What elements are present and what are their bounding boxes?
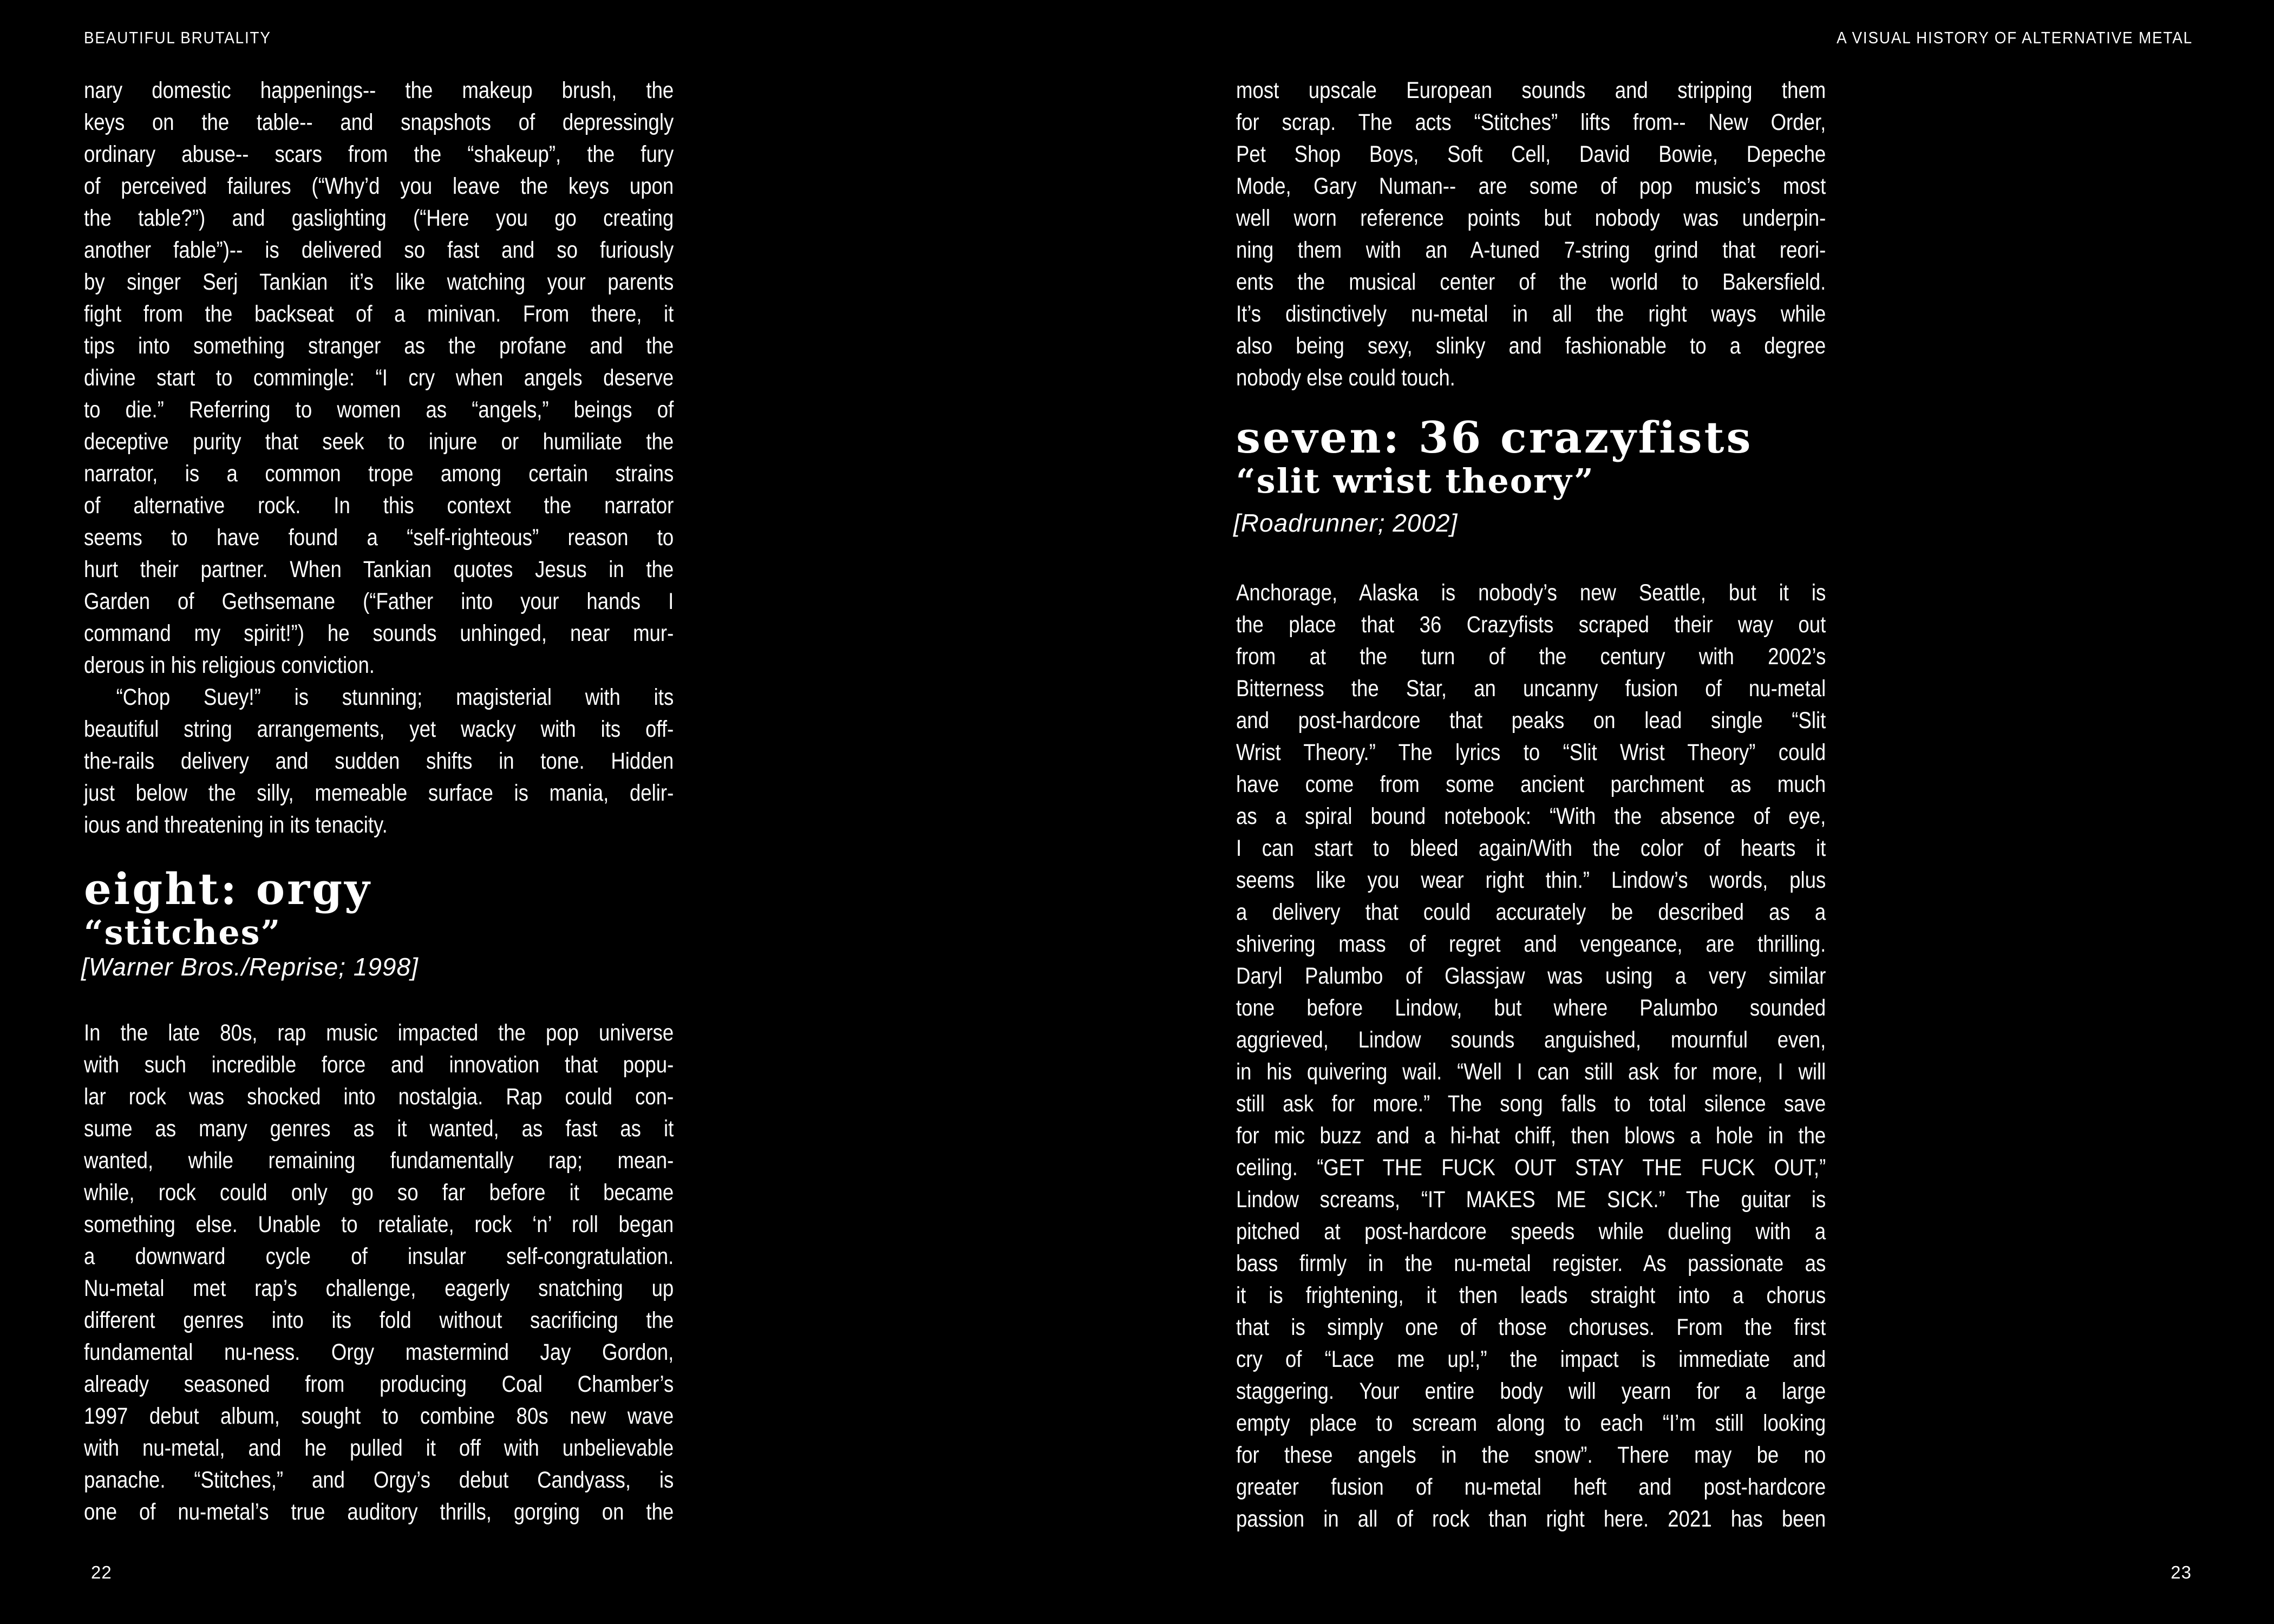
body-line: as a spiral bound notebook: “With the absence of eye, bbox=[1236, 803, 1826, 829]
body-line: aggrieved, Lindow sounds anguished, mournful even, bbox=[1236, 1027, 1826, 1053]
body-line: by singer Serj Tankian it’s like watching your parents bbox=[84, 269, 674, 295]
body-line: tips into something stranger as the profane and the bbox=[84, 333, 674, 359]
body-line: keys on the table-- and snapshots of depressingly bbox=[84, 109, 674, 135]
body-line: divine start to commingle: “I cry when angels deserve bbox=[84, 365, 674, 391]
body-line: ents the musical center of the world to Bakersfield. bbox=[1236, 269, 1826, 295]
body-line: Bitterness the Star, an uncanny fusion of nu-metal bbox=[1236, 676, 1826, 702]
page-number-right: 23 bbox=[2171, 1562, 2192, 1582]
body-line: 1997 debut album, sought to combine 80s new wave bbox=[84, 1403, 674, 1429]
body-line: nobody else could touch. bbox=[1236, 365, 1455, 391]
body-line: one of nu-metal’s true auditory thrills, gorging on the bbox=[84, 1499, 674, 1525]
body-line: to die.” Referring to women as “angels,” beings of bbox=[84, 397, 674, 423]
body-line: wanted, while remaining fundamentally rap; mean- bbox=[84, 1148, 674, 1174]
body-line: of alternative rock. In this context the narrator bbox=[84, 493, 674, 519]
body-line: another fable”)-- is delivered so fast and so furiously bbox=[84, 237, 674, 263]
body-line: with such incredible force and innovation that popu- bbox=[84, 1052, 674, 1078]
section-subtitle-stitches: “stitches” bbox=[84, 913, 282, 952]
body-line: narrator, is a common trope among certain strains bbox=[84, 461, 674, 487]
body-line: fundamental nu-ness. Orgy mastermind Jay Gordon, bbox=[84, 1339, 674, 1365]
left-column-lower-text bbox=[84, 1017, 674, 1528]
body-line: command my spirit!”) he sounds unhinged, near mur- bbox=[84, 620, 674, 646]
body-line: panache. “Stitches,” and Orgy’s debut Candyass, is bbox=[84, 1467, 674, 1493]
body-line: for mic buzz and a hi-hat chiff, then blows a hole in the bbox=[1236, 1123, 1826, 1149]
body-line: seems to have found a “self-righteous” reason to bbox=[84, 525, 674, 551]
section-release-label: [Warner Bros./Reprise; 1998] bbox=[81, 953, 419, 981]
body-line: it is frightening, it then leads straight into a chorus bbox=[1236, 1282, 1826, 1308]
body-line: hurt their partner. When Tankian quotes Jesus in the bbox=[84, 556, 674, 582]
body-line: with nu-metal, and he pulled it off with unbelievable bbox=[84, 1435, 674, 1461]
body-line: empty place to scream along to each “I’m still looking bbox=[1236, 1410, 1826, 1436]
body-line: have come from some ancient parchment as much bbox=[1236, 771, 1826, 797]
section-subtitle-slit-wrist-theory: “slit wrist theory” bbox=[1236, 461, 1595, 501]
body-line: the place that 36 Crazyfists scraped their way out bbox=[1236, 612, 1826, 638]
body-line: seems like you wear right thin.” Lindow’s words, plus bbox=[1236, 867, 1826, 893]
body-line: beautiful string arrangements, yet wacky with its off- bbox=[84, 716, 674, 742]
body-line: already seasoned from producing Coal Chamber’s bbox=[84, 1371, 674, 1397]
body-line: cry of “Lace me up!,” the impact is immediate and bbox=[1236, 1346, 1826, 1372]
body-line: ordinary abuse-- scars from the “shakeup”, the fury bbox=[84, 141, 674, 167]
body-line: “Chop Suey!” is stunning; magisterial with its bbox=[116, 684, 674, 710]
body-line: while, rock could only go so far before it became bbox=[84, 1180, 674, 1206]
section-heading-crazyfists: seven: 36 crazyfists bbox=[1236, 412, 1753, 463]
body-line: for these angels in the snow”. There may be no bbox=[1236, 1442, 1826, 1468]
body-line: Pet Shop Boys, Soft Cell, David Bowie, Depeche bbox=[1236, 141, 1826, 167]
body-line: that is simply one of those choruses. From the first bbox=[1236, 1314, 1826, 1340]
left-column-upper-text bbox=[84, 75, 674, 841]
body-line: something else. Unable to retaliate, rock ‘n’ roll began bbox=[84, 1212, 674, 1237]
body-line: pitched at post-hardcore speeds while dueling with a bbox=[1236, 1219, 1826, 1245]
body-line: tone before Lindow, but where Palumbo sounded bbox=[1236, 995, 1826, 1021]
page-number-left: 22 bbox=[91, 1562, 112, 1582]
body-line: and post-hardcore that peaks on lead single “Slit bbox=[1236, 708, 1826, 734]
body-line: It’s distinctively nu-metal in all the right ways while bbox=[1236, 301, 1826, 327]
body-line: deceptive purity that seek to injure or humiliate the bbox=[84, 429, 674, 455]
body-line: for scrap. The acts “Stitches” lifts from-- New Order, bbox=[1236, 109, 1826, 135]
body-line: still ask for more.” The song falls to total silence save bbox=[1236, 1091, 1826, 1117]
right-column-lower-text bbox=[1236, 577, 1826, 1535]
body-line: also being sexy, slinky and fashionable to a degree bbox=[1236, 333, 1826, 359]
body-line: well worn reference points but nobody was underpin- bbox=[1236, 205, 1826, 231]
body-line: In the late 80s, rap music impacted the pop universe bbox=[84, 1020, 674, 1046]
section-heading-orgy: eight: orgy bbox=[84, 863, 372, 914]
body-line: ceiling. “GET THE FUCK OUT STAY THE FUCK OUT,” bbox=[1236, 1155, 1826, 1181]
body-line: a downward cycle of insular self-congratulation. bbox=[84, 1243, 674, 1269]
body-line: Nu-metal met rap’s challenge, eagerly snatching up bbox=[84, 1275, 674, 1301]
body-line: Lindow screams, “IT MAKES ME SICK.” The guitar is bbox=[1236, 1187, 1826, 1213]
body-line: Anchorage, Alaska is nobody’s new Seattle, but it is bbox=[1236, 580, 1826, 606]
running-header-right: A VISUAL HISTORY OF ALTERNATIVE METAL bbox=[1837, 28, 2193, 47]
body-line: ious and threatening in its tenacity. bbox=[84, 812, 388, 838]
body-line: bass firmly in the nu-metal register. As passionate as bbox=[1236, 1250, 1826, 1276]
body-line: the table?”) and gaslighting (“Here you go creating bbox=[84, 205, 674, 231]
running-header-left: BEAUTIFUL BRUTALITY bbox=[84, 28, 271, 47]
body-line: fight from the backseat of a minivan. From there, it bbox=[84, 301, 674, 327]
body-line: a delivery that could accurately be described as a bbox=[1236, 899, 1826, 925]
body-line: Daryl Palumbo of Glassjaw was using a very similar bbox=[1236, 963, 1826, 989]
body-line: lar rock was shocked into nostalgia. Rap could con- bbox=[84, 1084, 674, 1110]
body-line: passion in all of rock than right here. 2021 has been bbox=[1236, 1506, 1826, 1532]
body-line: Mode, Gary Numan-- are some of pop music’s most bbox=[1236, 173, 1826, 199]
body-line: of perceived failures (“Why’d you leave the keys upon bbox=[84, 173, 674, 199]
body-line: I can start to bleed again/With the color of hearts it bbox=[1236, 835, 1826, 861]
body-line: ning them with an A-tuned 7-string grind that reori- bbox=[1236, 237, 1826, 263]
body-line: shivering mass of regret and vengeance, are thrilling. bbox=[1236, 931, 1826, 957]
body-line: sume as many genres as it wanted, as fast as it bbox=[84, 1116, 674, 1142]
body-line: Garden of Gethsemane (“Father into your hands I bbox=[84, 588, 674, 614]
body-line: derous in his religious conviction. bbox=[84, 652, 375, 678]
body-line: staggering. Your entire body will yearn for a large bbox=[1236, 1378, 1826, 1404]
body-line: different genres into its fold without sacrificing the bbox=[84, 1307, 674, 1333]
section-release-label: [Roadrunner; 2002] bbox=[1233, 509, 1458, 537]
body-line: Wrist Theory.” The lyrics to “Slit Wrist Theory” could bbox=[1236, 739, 1826, 765]
body-line: just below the silly, memeable surface is mania, delir- bbox=[84, 780, 674, 806]
body-line: from at the turn of the century with 2002’s bbox=[1236, 644, 1826, 670]
right-column-upper-text bbox=[1236, 75, 1826, 394]
body-line: greater fusion of nu-metal heft and post-hardcore bbox=[1236, 1474, 1826, 1500]
body-line: nary domestic happenings-- the makeup brush, the bbox=[84, 77, 674, 103]
body-line: the-rails delivery and sudden shifts in tone. Hidden bbox=[84, 748, 674, 774]
body-line: most upscale European sounds and stripping them bbox=[1236, 77, 1826, 103]
body-line: in his quivering wail. “Well I can still ask for more, I will bbox=[1236, 1059, 1826, 1085]
